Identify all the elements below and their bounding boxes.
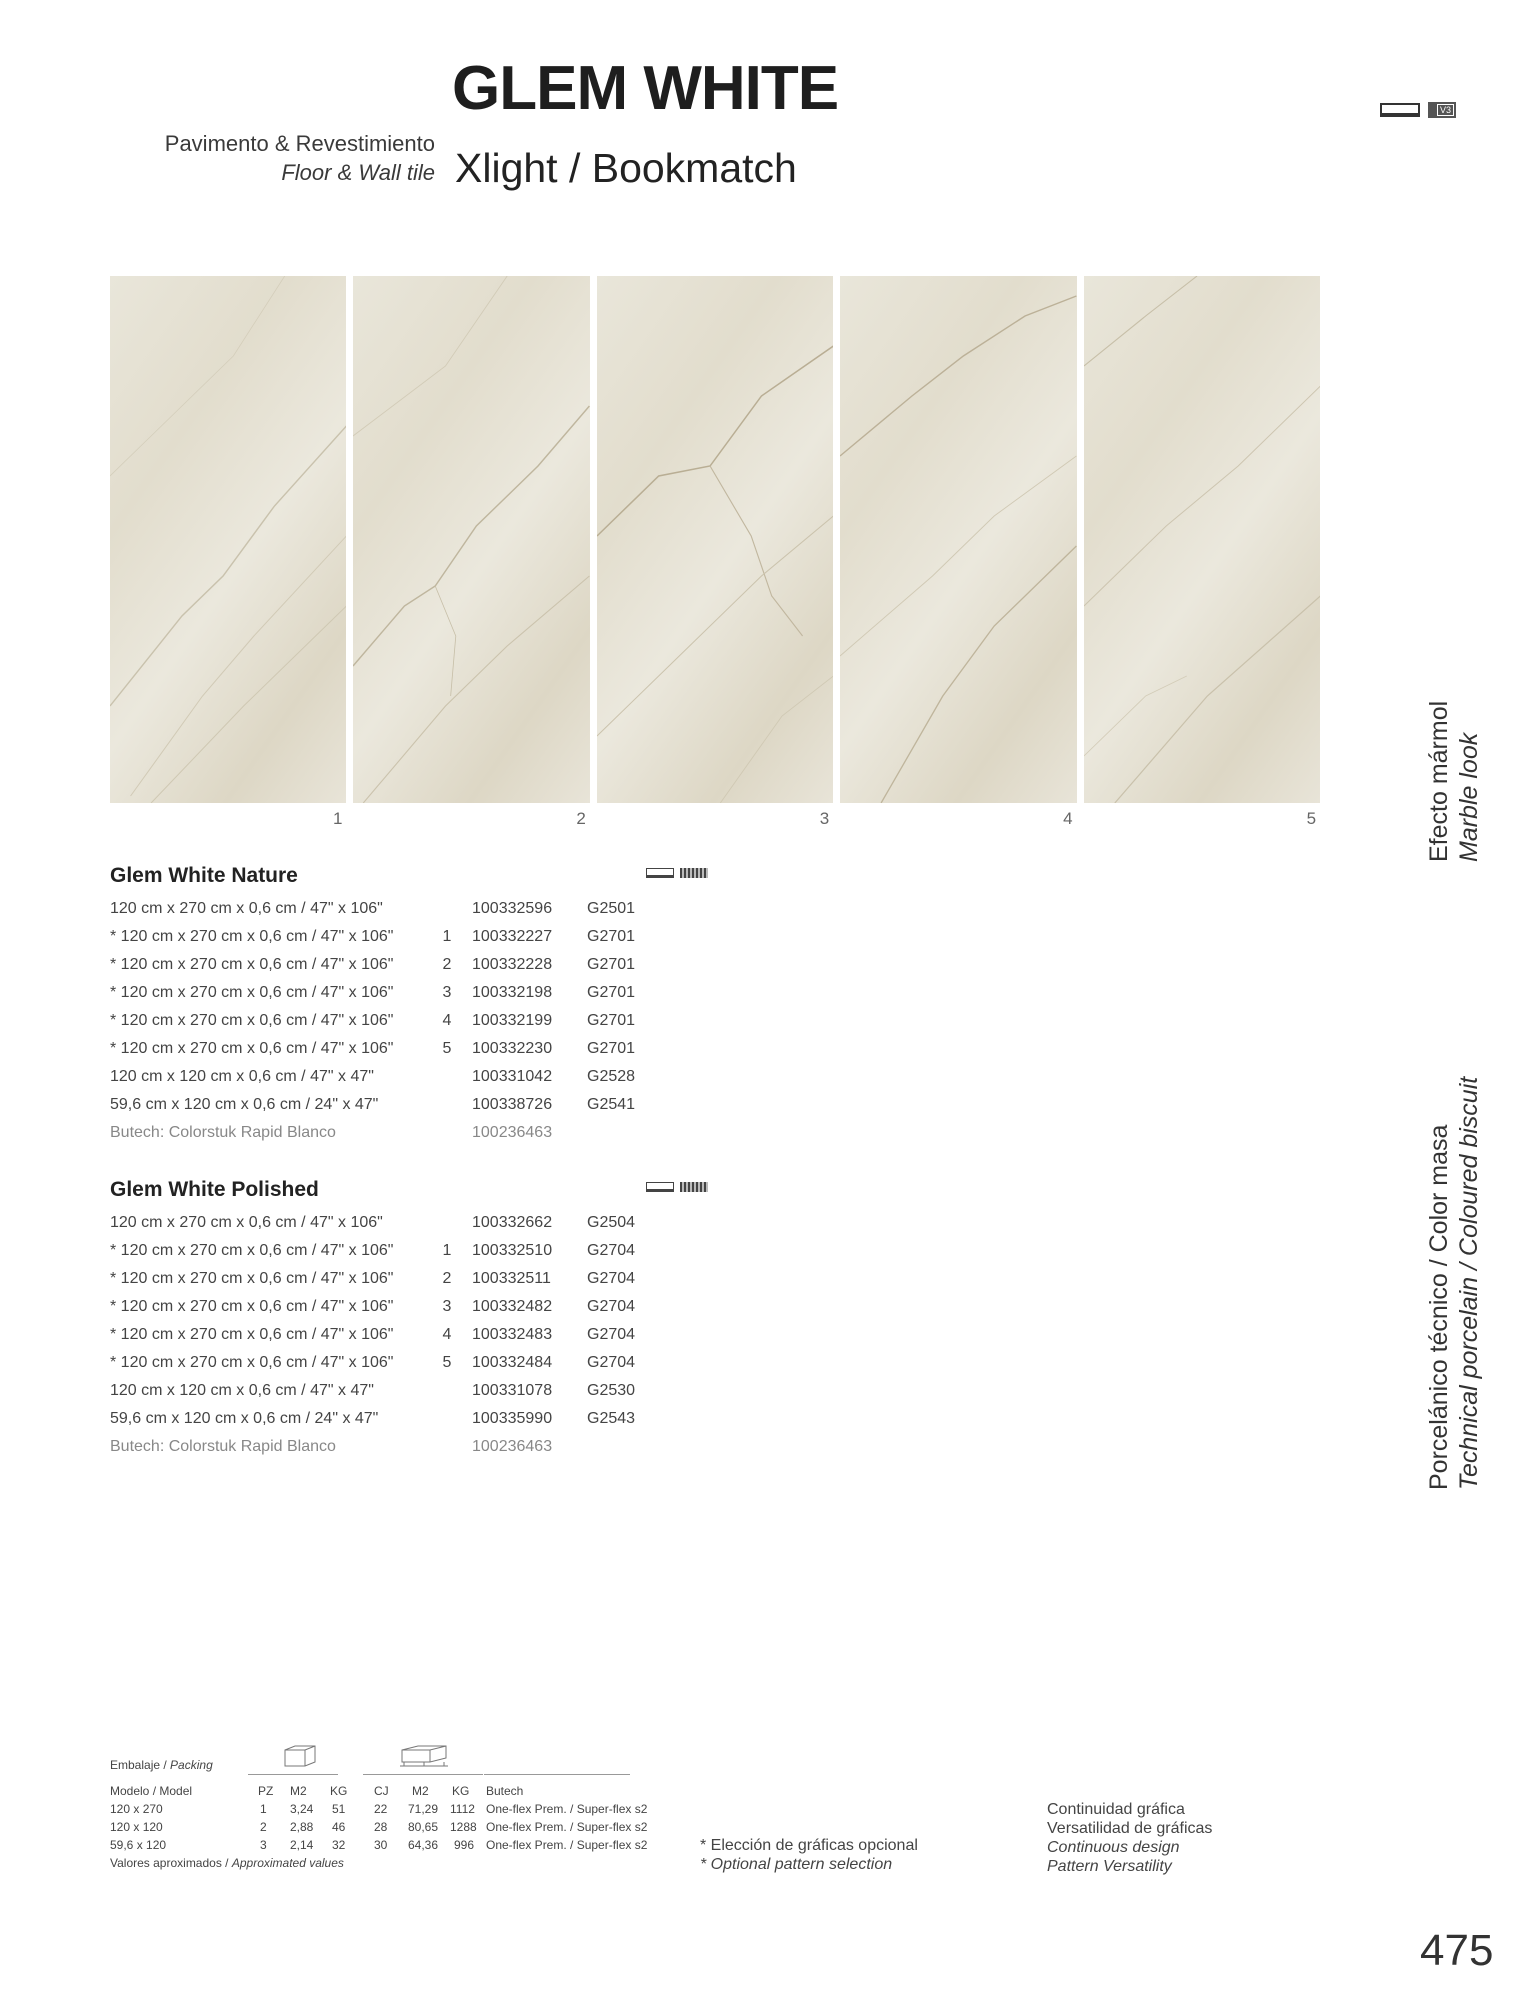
tile-number: 5: [1306, 809, 1317, 828]
optional-note: [700, 1836, 918, 1874]
material-es: Porcelánico técnico / Color masa: [1425, 1124, 1453, 1490]
design-note: [1047, 1800, 1212, 1876]
tile-format-icon: [1380, 103, 1420, 117]
design-note-es-1: Continuidad gráfica: [1047, 1801, 1185, 1818]
side-label-look: [1424, 701, 1484, 862]
divider: [248, 1774, 338, 1775]
tile-image-3: [597, 276, 833, 803]
pattern-icon: [680, 868, 708, 878]
header-icons: [1380, 102, 1456, 118]
tile-image-4: [840, 276, 1076, 803]
product-table-polished: Glem White Polished 120 cm x 270 cm x 0,6 cm / 47" x 106" 100332662 G2504 * 120 cm x 270 cm x 0,6 cm / 47" x 106" 1 100332510 G2704 * 120 cm x 270 cm x 0,6 cm / 47" x 106" 2 100332511 G2704 * 120 cm x 270 cm x 0,6 cm / 47" x 106" 3 100332482 G2704 * 120 cm x 270 cm x 0,6 cm / 47" x 106" 4 100332483 G2704 * 120 cm x 270 cm x 0,6 cm / 47" x 106" 5 100332484 G2704 120 cm x 120 cm x 0,6 cm / 47" x 47" 100331078 G2530 59,6 cm x 120 cm x 0,6 cm / 24" x 47" 100335990 G2543 Butech: Colorstuk Rapid Blanco 100236463: [110, 1178, 730, 1468]
variation-icon: [1428, 102, 1456, 118]
packing-table: Embalaje / Packing Modelo / Model PZ M2 KG CJ M2 KG Butech 120 x 270 1 3,24 51 22 71,29 1112 One-flex Prem. / Super-flex s2 120 x 120 2 2,88 46 28 80,65 1288 One-flex Prem. / Super-flex s2 59,6 x 120 3 2,14 32 30 64,36 996 One-flex Prem. / Super-flex s2 Valores aproximados / Approximated values: [110, 1744, 630, 1874]
packing-title: Embalaje / Packing: [110, 1758, 213, 1772]
variation-badge: V3: [1437, 104, 1454, 116]
optional-note-en: * Optional pattern selection: [700, 1856, 893, 1873]
tile-gallery: [110, 276, 1320, 803]
design-note-es-2: Versatilidad de gráficas: [1047, 1820, 1213, 1837]
polished-finish-icon: [646, 1182, 674, 1192]
tile-image-2: [353, 276, 589, 803]
box-icon: [283, 1744, 317, 1768]
tile-image-1: [110, 276, 346, 803]
tile-numbers: [110, 809, 1320, 829]
page-title: GLEM WHITE: [452, 54, 839, 123]
category-es: Pavimento & Revestimiento: [164, 131, 435, 156]
tile-number: 3: [819, 809, 830, 828]
material-en: Technical porcelain / Coloured biscuit: [1455, 1076, 1483, 1490]
product-title: Glem White Polished: [110, 1178, 319, 1201]
look-en: Marble look: [1455, 732, 1483, 862]
pattern-icon: [680, 1182, 708, 1192]
page-subtitle: Xlight / Bookmatch: [455, 145, 797, 191]
look-es: Efecto mármol: [1425, 700, 1453, 862]
product-table-nature: Glem White Nature 120 cm x 270 cm x 0,6 cm / 47" x 106" 100332596 G2501 * 120 cm x 270 cm x 0,6 cm / 47" x 106" 1 100332227 G2701 * 120 cm x 270 cm x 0,6 cm / 47" x 106" 2 100332228 G2701 * 120 cm x 270 cm x 0,6 cm / 47" x 106" 3 100332198 G2701 * 120 cm x 270 cm x 0,6 cm / 47" x 106" 4 100332199 G2701 * 120 cm x 270 cm x 0,6 cm / 47" x 106" 5 100332230 G2701 120 cm x 120 cm x 0,6 cm / 47" x 47" 100331042 G2528 59,6 cm x 120 cm x 0,6 cm / 24" x 47" 100338726 G2541 Butech: Colorstuk Rapid Blanco 100236463: [110, 864, 730, 1154]
tile-number: 1: [332, 809, 343, 828]
side-label-material: [1424, 1077, 1484, 1490]
category-en: Floor & Wall tile: [281, 160, 435, 185]
optional-note-es: * Elección de gráficas opcional: [700, 1837, 918, 1854]
divider: [363, 1774, 483, 1775]
pallet-icon: [398, 1744, 450, 1768]
divider: [484, 1774, 630, 1775]
design-note-en-2: Pattern Versatility: [1047, 1858, 1172, 1875]
matte-finish-icon: [646, 868, 674, 878]
tile-number: 2: [576, 809, 586, 828]
page-number: 475: [1420, 1926, 1494, 1975]
approx-note: Valores aproximados / Approximated values: [110, 1856, 344, 1870]
product-title: Glem White Nature: [110, 864, 298, 887]
tile-number: 4: [1063, 809, 1073, 828]
design-note-en-1: Continuous design: [1047, 1839, 1180, 1856]
finish-icons: [646, 868, 708, 878]
tile-image-5: [1084, 276, 1320, 803]
finish-icons: [646, 1182, 708, 1192]
